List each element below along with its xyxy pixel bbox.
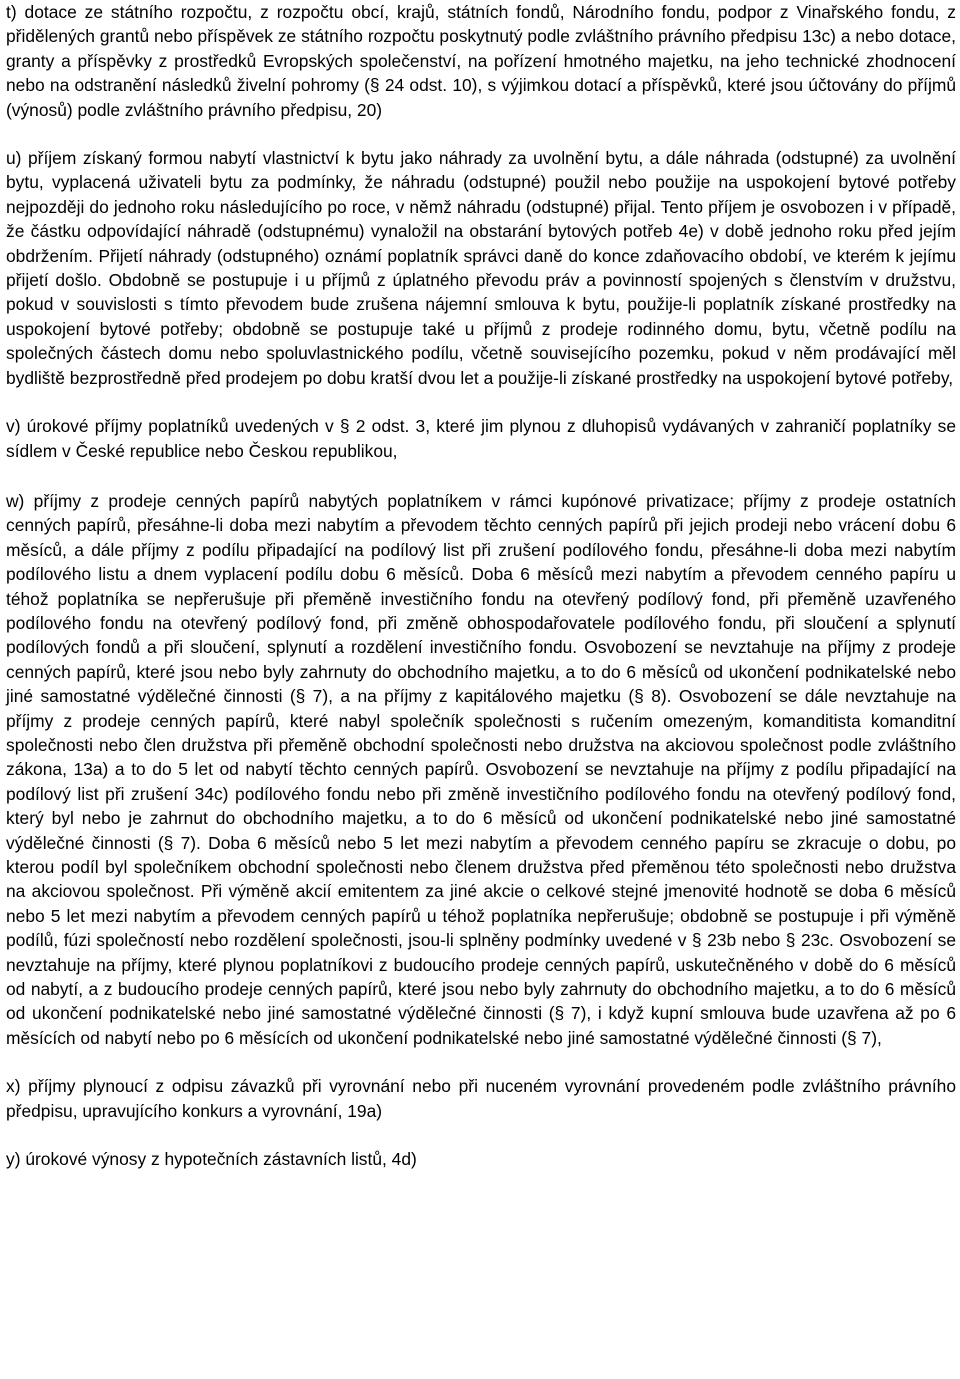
paragraph-w: w) příjmy z prodeje cenných papírů nabytých poplatníkem v rámci kupónové privatizace; příjmy z prodeje ostatních cenných papírů, přesáhne-li doba mezi nabytím a převodem těchto cenných papírů při jejich prodeji nebo vrácení dobu 6 měsíců, a dále příjmy z podílu připadající na podílový list při zrušení podílového fondu, přesáhne-li doba mezi nabytím podílového listu a dnem vyplacení podílu dobu 6 měsíců. Doba 6 měsíců mezi nabytím a převodem cenného papíru u téhož poplatníka se nepřerušuje při přeměně investičního fondu na otevřený podílový fond, při přeměně uzavřeného podílového fondu na otevřený podílový fond, při změně obhospodařovatele podílového fondu, při sloučení a splynutí podílových fondů a při sloučení, splynutí a rozdělení investičního fondu. Osvobození se nevztahuje na příjmy z prodeje cenných papírů, které jsou nebo byly zahrnuty do obchodního majetku, a to do 6 měsíců od ukončení podnikatelské nebo jiné samostatné výdělečné činnosti (§ 7), a na příjmy z kapitálového majetku (§ 8). Osvobození se dále nevztahuje na příjmy z prodeje cenných papírů, které nabyl společník společnosti s ručením omezeným, komanditista komanditní společnosti nebo člen družstva při přeměně obchodní společnosti nebo družstva na akciovou společnost podle zvláštního zákona, 13a) a to do 5 let od nabytí těchto cenných papírů. Osvobození se nevztahuje na příjmy z podílu připadající na podílový list při zrušení 34c) podílového fondu nebo při změně investičního podílového fondu na otevřený podílový fond, který byl nebo je zahrnut do obchodního majetku, a to do 6 měsíců od ukončení podnikatelské nebo jiné samostatné výdělečné činnosti (§ 7). Doba 6 měsíců nebo 5 let mezi nabytím a převodem cenného papíru se zkracuje o dobu, po kterou podíl byl společníkem obchodní společnosti nebo členem družstva před přeměnou této společnosti nebo družstva na akciovou společnost. Při výměně akcií emitentem za jiné akcie o celkové stejné jmenovité hodnotě se doba 6 měsíců nebo 5 let mezi nabytím a převodem cenných papírů u téhož poplatníka nepřerušuje; obdobně se postupuje i při výměně podílů, fúzi společností nebo rozdělení společnosti, jsou-li splněny podmínky uvedené v § 23b nebo § 23c. Osvobození se nevztahuje na příjmy, které plynou poplatníkovi z budoucího prodeje cenných papírů, uskutečněného v době do 6 měsíců od nabytí, a z budoucího prodeje cenných papírů, které jsou nebo byly zahrnuty do obchodního majetku, a to do 6 měsíců od ukončení podnikatelské nebo jiné samostatné výdělečné činnosti (§ 7), i když kupní smlouva bude uzavřena až po 6 měsících od nabytí nebo po 6 měsících od ukončení podnikatelské nebo jiné samostatné výdělečné činnosti (§ 7),	[6, 490, 956, 1048]
paragraph-v: v) úrokové příjmy poplatníků uvedených v § 2 odst. 3, které jim plynou z dluhopisů vydávaných v zahraničí poplatníky se sídlem v České republice nebo Českou republikou,	[6, 416, 956, 461]
paragraph-x: x) příjmy plynoucí z odpisu závazků při vyrovnání nebo při nuceném vyrovnání provedeném podle zvláštního právního předpisu, upravujícího konkurs a vyrovnání, 19a)	[6, 1076, 956, 1121]
paragraph-u: u) příjem získaný formou nabytí vlastnictví k bytu jako náhrady za uvolnění bytu, a dále náhrada (odstupné) za uvolnění bytu, vyplacená uživateli bytu za podmínky, že náhradu (odstupné) použil nebo použije na uspokojení bytové potřeby nejpozději do jednoho roku následujícího po roce, v němž náhradu (odstupné) přijal. Tento příjem je osvobozen i v případě, že částku odpovídající náhradě (odstupnému) vynaložil na obstarání bytových potřeb 4e) v době jednoho roku před jejím obdržením. Přijetí náhrady (odstupného) oznámí poplatník správci daně do konce zdaňovacího období, ve kterém k jejímu přijetí došlo. Obdobně se postupuje i u příjmů z úplatného převodu práv a povinností spojených s členstvím v družstvu, pokud v souvislosti s tímto převodem bude zrušena nájemní smlouva k bytu, použije-li poplatník získané prostředky na uspokojení bytové potřeby; obdobně se postupuje také u příjmů z prodeje rodinného domu, bytu, včetně podílu na společných částech domu nebo spoluvlastnického podílu, včetně souvisejícího pozemku, pokud v něm prodávající měl bydliště bezprostředně před prodejem po dobu kratší dvou let a použije-li získané prostředky na uspokojení bytové potřeby,	[6, 148, 956, 388]
paragraph-y: y) úrokové výnosy z hypotečních zástavních listů, 4d)	[6, 1149, 417, 1170]
paragraph-t: t) dotace ze státního rozpočtu, z rozpočtu obcí, krajů, státních fondů, Národního fondu, podpor z Vinařského fondu, z přidělených grantů nebo příspěvek ze státního rozpočtu poskytnutý podle zvláštního právního předpisu 13c) a nebo dotace, granty a příspěvky z prostředků Evropských společenství, na pořízení hmotného majetku, na jeho technické zhodnocení nebo na odstranění následků živelní pohromy (§ 24 odst. 10), s výjimkou dotací a příspěvků, které jsou účtovány do příjmů (výnosů) podle zvláštního právního předpisu, 20)	[6, 2, 956, 120]
